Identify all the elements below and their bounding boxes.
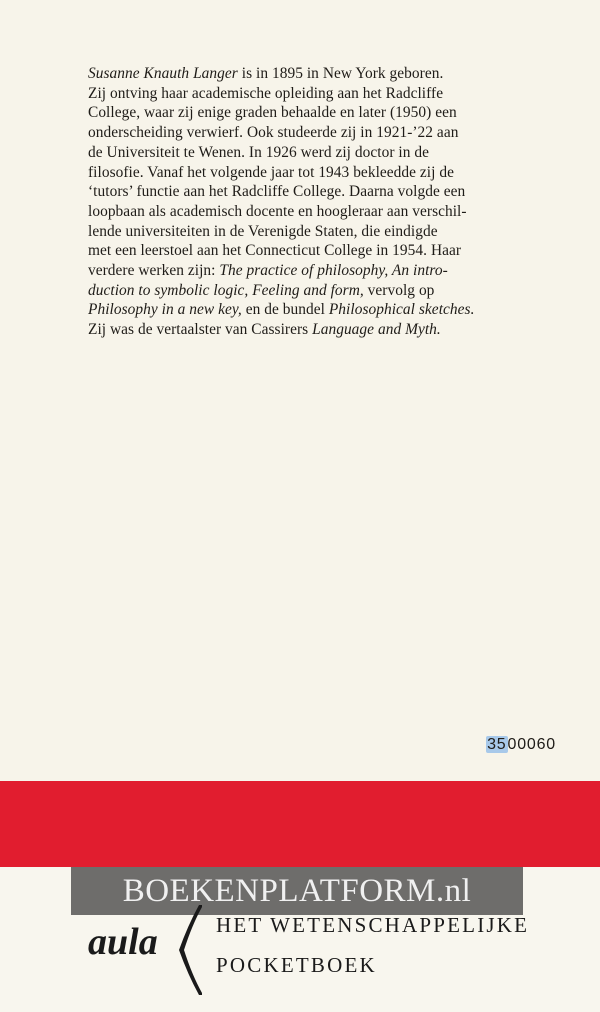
bio-text: Zij was de vertaalster van Cassirers [88, 321, 313, 339]
bio-line [88, 261, 556, 281]
catalog-number-rest: 00060 [507, 736, 556, 753]
bio-italic-text: duction to symbolic logic, Feeling and form, [88, 281, 364, 299]
red-band [0, 781, 600, 867]
aula-logo: aula [88, 921, 158, 963]
bio-text: lende universiteiten in de Verenigde Staten, die eindigde [88, 222, 438, 240]
bio-text: is in 1895 in New York geboren. [237, 65, 444, 82]
series-title-line1: HET WETENSCHAPPELIJKE [216, 913, 530, 937]
author-biography [88, 64, 556, 340]
bio-text: College, waar zij enige graden behaalde en later (1950) een [88, 104, 457, 122]
bio-line [88, 84, 556, 104]
bio-text: filosofie. Vanaf het volgende jaar tot 1943 bekleedde zij de [88, 163, 454, 181]
bio-line [88, 163, 556, 183]
bio-line [88, 202, 556, 222]
bio-line [88, 320, 556, 340]
bio-line [88, 143, 556, 163]
bio-line [88, 300, 556, 320]
bio-italic-text: Philosophical sketches. [328, 301, 475, 319]
bio-text: en de bundel [241, 301, 329, 319]
bio-text: vervolg op [363, 281, 435, 299]
bio-line [88, 103, 556, 123]
bio-line [88, 222, 556, 242]
bio-text: loopbaan als academisch docente en hoogleraar aan verschil- [88, 202, 467, 220]
bio-line [88, 64, 556, 84]
catalog-number [486, 736, 556, 754]
series-title-line2: POCKETBOEK [216, 953, 377, 977]
bracket-icon [176, 905, 206, 995]
bio-italic-text: Philosophy in a new key, [88, 301, 242, 319]
bio-line [88, 281, 556, 301]
bio-text: verdere werken zijn: [88, 262, 220, 280]
selected-digits[interactable]: 35 [487, 736, 507, 753]
bio-italic-text: Language and Myth. [312, 321, 441, 339]
bio-line [88, 123, 556, 143]
bio-line [88, 241, 556, 261]
bio-italic-text: Susanne Knauth Langer [88, 65, 238, 82]
bio-italic-text: The practice of philosophy, An intro- [219, 262, 448, 280]
bio-text: de Universiteit te Wenen. In 1926 werd zij doctor in de [88, 143, 430, 161]
bio-text: ‘tutors’ functie aan het Radcliffe College. Daarna volgde een [88, 183, 466, 201]
bio-text: Zij ontving haar academische opleiding aan het Radcliffe [88, 84, 444, 102]
bio-text: met een leerstoel aan het Connecticut College in 1954. Haar [88, 242, 462, 260]
bio-line [88, 182, 556, 202]
watermark-banner: BOEKENPLATFORM.nl [71, 867, 523, 915]
bio-text: onderscheiding verwierf. Ook studeerde zij in 1921-’22 aan [88, 124, 459, 142]
